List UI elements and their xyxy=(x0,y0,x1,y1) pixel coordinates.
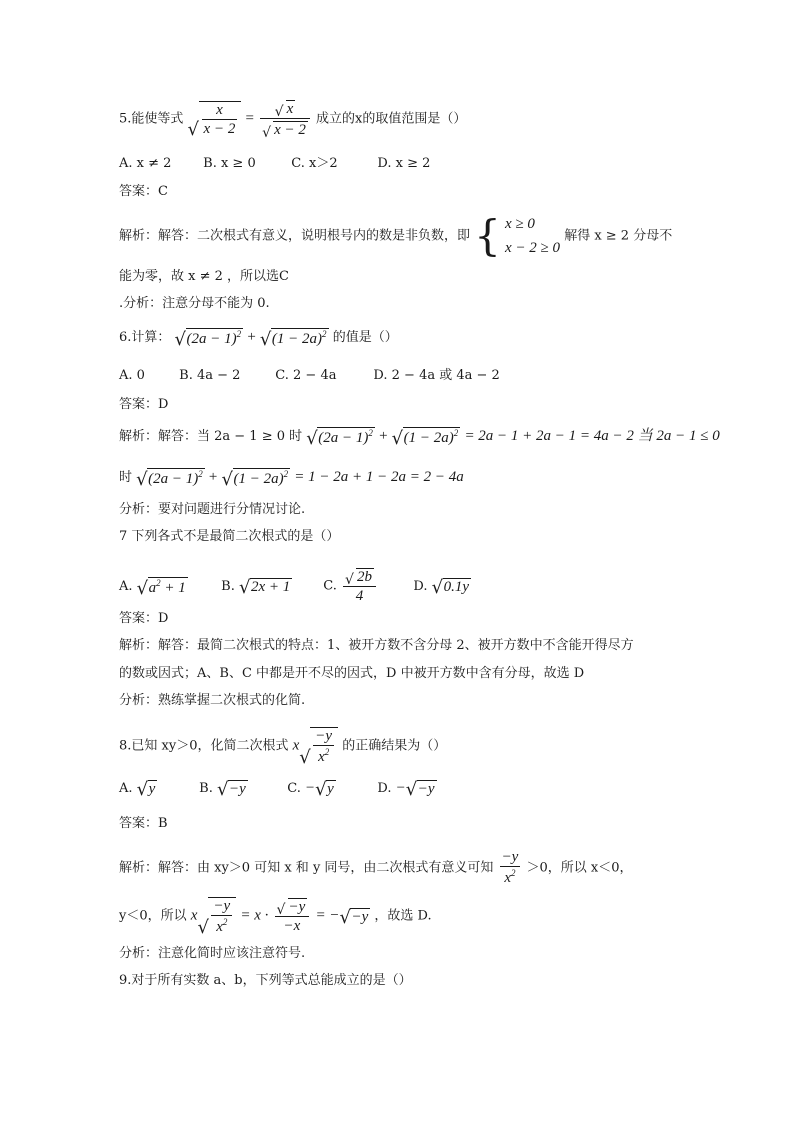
q8-analysis-d: ，故选 D. xyxy=(374,908,432,924)
q7-option-a: A. √ $a^2 + 1$ xyxy=(119,577,186,599)
q6-option-a: A. 0 xyxy=(119,368,145,383)
q7-answer: 答案：D xyxy=(119,611,169,626)
q5-options xyxy=(119,157,430,170)
q6-note: 分析：要对问题进行分情况讨论. xyxy=(119,502,306,517)
q6-analysis-d: = 1 − 2a + 1 − 2a = 2 − 4a xyxy=(294,469,464,485)
q5-analysis-a: 解析：解答：二次根式有意义，说明根号内的数是非负数，即 xyxy=(119,228,471,244)
q7-option-b: B. √ 2x + 1 xyxy=(221,576,291,598)
q5-analysis-c: 能为零，故 x ≠ 2 ，所以选C xyxy=(119,269,289,284)
q5-note: .分析：注意分母不能为 0. xyxy=(119,296,270,311)
q6-option-b: B. 4a − 2 xyxy=(179,368,241,383)
q5-option-b: B. x ≥ 0 xyxy=(203,156,256,171)
q8-stem: 8.已知 xy＞0，化简二次根式 x √ $\frac{-y}{x^2}$ 的正确结果为（） xyxy=(119,728,447,768)
q7-option-d: D. √ 0.1y xyxy=(413,576,470,598)
q6-prefix: 6.计算： xyxy=(119,330,171,345)
q8-options xyxy=(119,779,437,800)
q5-analysis-line1: 解析：解答：二次根式有意义，说明根号内的数是非负数，即 { x ≥ 0 x − 2 ≥ 0 解得 x ≥ 2 分母不 xyxy=(119,211,673,260)
q7-analysis-a: 解析：解答：最简二次根式的特点：1、被开方数不含分母 2、被开方数中不含能开得尽方 xyxy=(119,638,634,653)
q8-option-a: A. √ y xyxy=(119,779,156,800)
q5-suffix: 成立的x的取值范围是（） xyxy=(316,111,467,127)
q7-option-c: C. √ 2b 4 xyxy=(323,568,409,604)
q8-analysis-line2: y＜0，所以 x √ $\frac{-y}{x^2}$ = x · √ −y −x = − √ −y ，故选 D. xyxy=(119,898,432,938)
q6-suffix: 的值是（） xyxy=(332,330,398,345)
q5-option-d: D. x ≥ 2 xyxy=(377,156,431,171)
q6-stem: 6.计算： √ $(2a - 1)^2$ + √ $(1 - 2a)^2$ 的值是（） xyxy=(119,329,398,350)
q6-answer: 答案：D xyxy=(119,397,169,412)
q5-analysis-b: 解得 x ≥ 2 分母不 xyxy=(564,228,673,244)
q5-answer: 答案：C xyxy=(119,184,168,199)
q8-analysis-c: y＜0，所以 xyxy=(119,908,187,924)
q7-analysis-b: 的数或因式；A、B、C 中都是开不尽的因式，D 中被开方数中含有分母，故选 D xyxy=(119,666,585,681)
q7-stem: 7 下列各式不是最简二次根式的是（） xyxy=(119,529,340,544)
q5-option-a: A. x ≠ 2 xyxy=(119,156,172,171)
q6-analysis-line1: 解析：解答：当 2a − 1 ≥ 0 时 √ $(2a - 1)^2$ + √ $(1 - 2a)^2 = 2a - 1 + 2a - 1 = 4a - 2$ 当 2a − 1 ≤ 0 xyxy=(119,428,720,449)
q8-answer: 答案：B xyxy=(119,816,168,831)
q6-analysis-c: 时 xyxy=(119,470,133,485)
q8-option-d: D. − √ −y xyxy=(377,779,435,800)
q5-option-c: C. x＞2 xyxy=(291,156,338,171)
q8-analysis-line1: 解析：解答：由 xy＞0 可知 x 和 y 同号，由二次根式有意义可知 $\frac{-y}{x^2}$ ＞0，所以 x＜0， xyxy=(119,849,633,886)
q7-options xyxy=(119,568,471,604)
q8-note: 分析：注意化简时应该注意符号. xyxy=(119,946,306,961)
q6-analysis-a: 解析：解答：当 2a − 1 ≥ 0 时 xyxy=(119,429,303,444)
q5-formula-left: √ $\frac{x}{x - 2}$ xyxy=(188,101,242,137)
q6-analysis-line2: 时 √ $(2a - 1)^2$ + √ $(1 - 2a)^2 = 1 - 2a + 1 - 2a = 2 - 4a$ xyxy=(119,469,464,490)
q6-option-c: C. 2 − 4a xyxy=(275,368,337,383)
q6-option-d: D. 2 − 4a 或 4a − 2 xyxy=(373,368,500,383)
q8-option-b: B. √ −y xyxy=(199,779,246,800)
q8-analysis-a: 解析：解答：由 xy＞0 可知 x 和 y 同号，由二次根式有意义可知 xyxy=(119,860,494,876)
q6-analysis-b: = 2a − 1 + 2a − 1 = 4a − 2 当 2a − 1 ≤ 0 xyxy=(464,428,720,444)
q8-analysis-b: ＞0，所以 x＜0， xyxy=(526,860,633,876)
q8-option-c: C. − √ y xyxy=(287,779,334,800)
q5-stem: 5.能使等式 √ $\frac{x}{x - 2}$ = √ x √ x − 2 成立的x的取值范围是（） xyxy=(119,101,467,141)
q5-condition-system: x ≥ 0 x − 2 ≥ 0 xyxy=(505,216,561,256)
q7-note: 分析：熟练掌握二次根式的化简. xyxy=(119,693,306,708)
q5-formula-right: √ x √ x − 2 xyxy=(260,100,310,138)
q6-options xyxy=(119,369,500,382)
q8-prefix: 8.已知 xy＞0，化简二次根式 xyxy=(119,738,289,754)
q5-prefix: 5.能使等式 xyxy=(119,111,184,127)
q8-suffix: 的正确结果为（） xyxy=(342,738,447,754)
q9-stem: 9.对于所有实数 a、b，下列等式总能成立的是（） xyxy=(119,973,412,988)
